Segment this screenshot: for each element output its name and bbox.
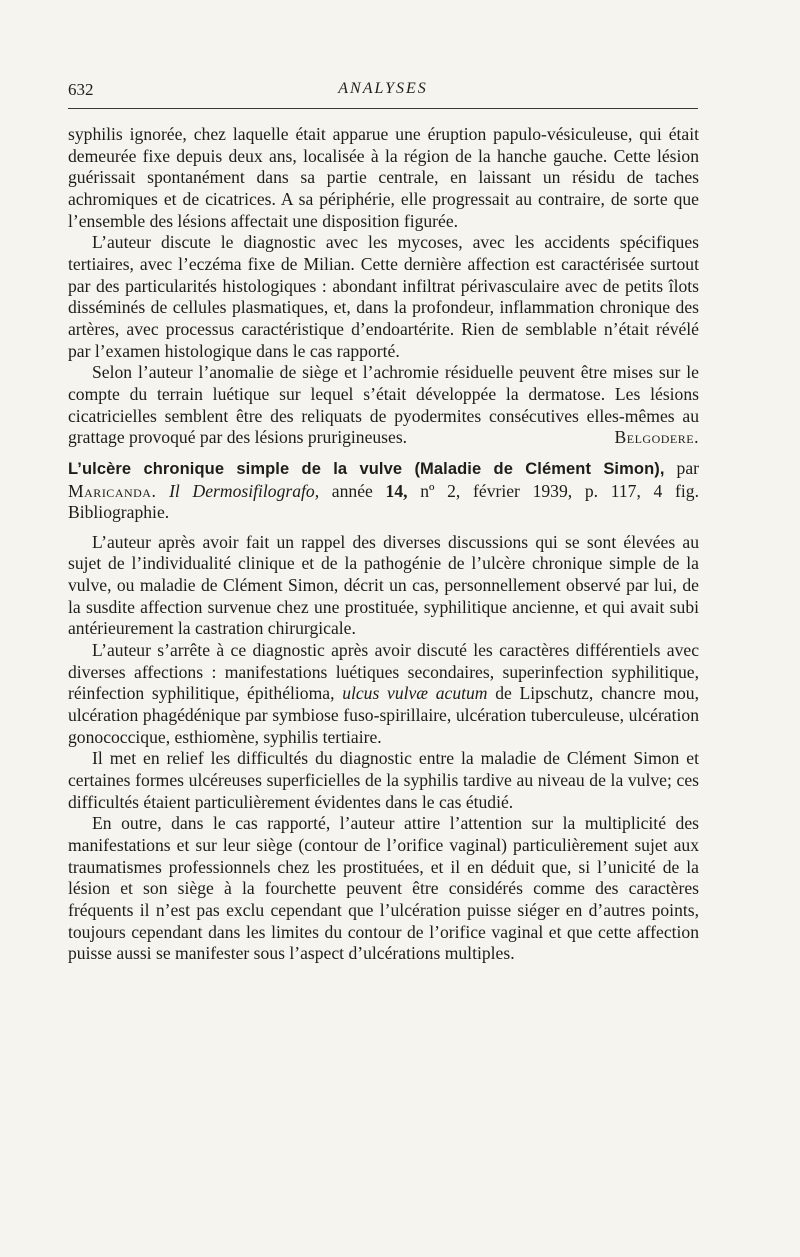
page-body bbox=[68, 124, 699, 965]
article-title: L’ulcère chronique simple de la vulve (Maladie de Clément Simon), bbox=[68, 459, 665, 478]
article-paragraph-4: En outre, dans le cas rapporté, l’auteur attire l’attention sur la multiplicité des manifestations et sur leur siège (contour de l’orifice vaginal) particulièrement sujet aux traumatismes professionnels chez les prostituées, et il en déduit que, si l’unicité de la lésion et son siège à la fourchette peuvent être considérés comme des caractères fréquents il n’est pas exclu cependant que l’ulcération puisse siéger en d’autres points, toujours cependant dans les limites du contour de l’orifice vaginal et que cette affection puisse aussi se manifester sous l’aspect d’ulcérations multiples. bbox=[68, 813, 699, 964]
intro-paragraph-1: syphilis ignorée, chez laquelle était apparue une éruption papulo-vésiculeuse, qui était demeurée fixe depuis deux ans, localisée à la région de la hanche gauche. Cette lésion guérissait spontanément dans sa partie centrale, en laissant un résidu de taches achromiques et de cicatrices. A sa périphérie, elle progressait au contraire, de sorte que l’ensemble des lésions affectait une disposition figurée. bbox=[68, 124, 699, 231]
article-author: Maricanda. bbox=[68, 480, 157, 501]
article-par: par bbox=[676, 457, 699, 478]
intro-paragraph-3-text: Selon l’auteur l’anomalie de siège et l’achromie résiduelle peuvent être mises sur le compte du terrain luétique sur lequel s’était développée la dermatose. Les lésions cicatricielles semblent être des reliquats de pyodermites consécutives elles-mêmes au grattage provoqué par des lésions prurigineuses. bbox=[68, 362, 699, 448]
intro-paragraph-3 bbox=[68, 362, 699, 449]
running-title: ANALYSES bbox=[338, 80, 428, 97]
article-paragraph-2b: de Lipschutz, chancre mou, ulcération phagédénique par symbiose fuso-spirillaire, ulcération tuberculeuse, ulcération gonococcique, esthiomène, syphilis tertiaire. bbox=[68, 683, 699, 747]
header-rule bbox=[68, 108, 698, 109]
article-paragraph-1: L’auteur après avoir fait un rappel des diverses discussions qui se sont élevées au sujet de l’individualité clinique et de la pathogénie de l’ulcère chronique simple de la vulve, ou maladie de Clément Simon, décrit un cas, personnellement observé par lui, de la susdite affection survenue chez une prostituée, syphilitique ancienne, et qui avait subi antérieurement la castration chirurgicale. bbox=[68, 531, 699, 639]
article-issue: nº 2, février 1939, p. 117, 4 fig. Bibliographie. bbox=[68, 480, 699, 523]
article-paragraph-2a: L’auteur s’arrête à ce diagnostic après avoir discuté les caractères différentiels avec diverses affections : manifestations luétiques secondaires, superinfection syphilitique, réinfection syphilitique, épithélioma, bbox=[68, 640, 699, 704]
page-number: 632 bbox=[68, 80, 94, 99]
article-paragraph-3: Il met en relief les difficultés du diagnostic entre la maladie de Clément Simon et certaines formes ulcéreuses superficielles de la syphilis tardive au niveau de la vulve; ces difficultés étaient particulièrement évidentes dans le cas étudié. bbox=[68, 748, 699, 812]
article-paragraph-2-italic: ulcus vulvæ acutum bbox=[342, 683, 488, 704]
article-heading bbox=[68, 458, 699, 524]
article-paragraph-2 bbox=[68, 640, 699, 748]
signature: Belgodere. bbox=[614, 427, 699, 448]
article-year-prefix: année bbox=[331, 480, 373, 501]
intro-paragraph-2: L’auteur discute le diagnostic avec les mycoses, avec les accidents spécifiques tertiaires, avec l’eczéma fixe de Milian. Cette dernière affection est caractérisée surtout par des particularités histologiques : abondant infiltrat périvasculaire avec de petits îlots disséminés de cellules plasmatiques, et, dans la profondeur, inflammation chronique des artères, avec processus caractéristique d’endoartérite. Rien de semblable n’était révélé par l’examen histologique dans le cas rapporté. bbox=[68, 232, 699, 361]
page-header bbox=[68, 80, 698, 104]
article-journal: Il Dermosifilografo, bbox=[169, 480, 320, 501]
article-volume: 14, bbox=[385, 480, 408, 501]
